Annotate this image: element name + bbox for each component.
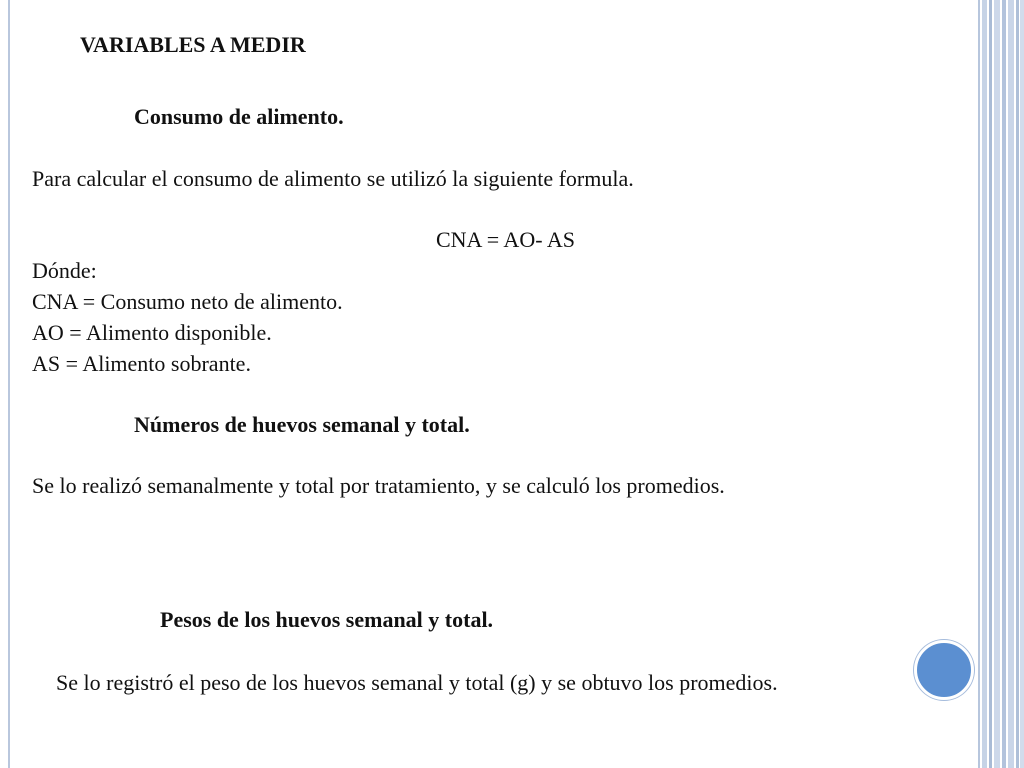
decorative-circle-icon [914, 640, 974, 700]
section-text-numeros: Se lo realizó semanalmente y total por tratamiento, y se calculó los promedios. [32, 473, 725, 498]
definition-item: Dónde: [32, 258, 97, 283]
right-decorative-stripe [1020, 0, 1024, 768]
definition-item: AS = Alimento sobrante. [32, 351, 251, 376]
right-decorative-stripe [1016, 0, 1019, 768]
right-decorative-stripe [1002, 0, 1006, 768]
section-heading-pesos: Pesos de los huevos semanal y total. [160, 607, 494, 632]
section-heading-consumo: Consumo de alimento. [134, 104, 344, 129]
left-border-line [8, 0, 10, 768]
definition-item: CNA = Consumo neto de alimento. [32, 289, 343, 314]
slide-title: VARIABLES A MEDIR [80, 32, 306, 57]
formula: CNA = AO- AS [436, 227, 575, 252]
right-decorative-stripe [1008, 0, 1014, 768]
section-intro-consumo: Para calcular el consumo de alimento se utilizó la siguiente formula. [32, 166, 634, 191]
right-decorative-stripe [982, 0, 987, 768]
definitions-list [32, 255, 343, 379]
definition-item: AO = Alimento disponible. [32, 320, 272, 345]
section-text-pesos: Se lo registró el peso de los huevos semanal y total (g) y se obtuvo los promedios. [56, 670, 778, 695]
right-decorative-stripe [989, 0, 992, 768]
right-decorative-stripe [978, 0, 980, 768]
right-decorative-stripe [994, 0, 1000, 768]
section-heading-numeros: Números de huevos semanal y total. [134, 412, 470, 437]
